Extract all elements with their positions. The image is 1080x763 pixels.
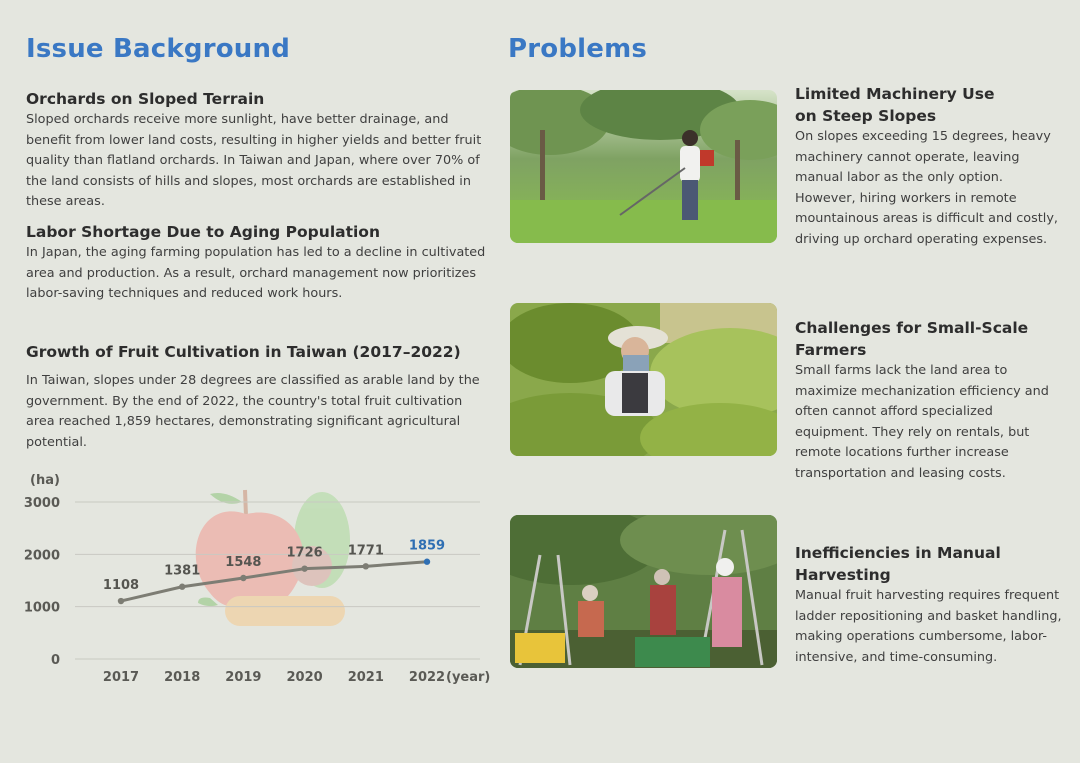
y-tick-label: 3000 — [23, 496, 60, 511]
section-heading: Labor Shortage Due to Aging Population — [26, 223, 380, 241]
x-axis-unit-label: (year) — [446, 670, 491, 685]
section-fruit-growth — [26, 341, 486, 453]
x-tick-label: 2017 — [102, 670, 140, 685]
data-label: 1381 — [164, 563, 201, 579]
data-label: 1726 — [286, 545, 323, 561]
problem-heading: Inefficiencies in Manual Harvesting — [795, 544, 1001, 584]
problem-heading: Challenges for Small-Scale Farmers — [795, 319, 1029, 359]
problem-machinery — [795, 83, 1067, 251]
section-heading: Growth of Fruit Cultivation in Taiwan (2017–2022) — [26, 343, 461, 361]
x-tick-label: 2020 — [286, 670, 323, 685]
x-tick-label: 2019 — [225, 670, 262, 685]
section-body: In Japan, the aging farming population has led to a decline in cultivated area and production. As a result, orchard management now prioritizes labor-saving techniques and reduced work hours. — [26, 245, 486, 302]
data-point — [240, 575, 246, 581]
problem-small-farmers — [795, 317, 1067, 485]
section-heading: Orchards on Sloped Terrain — [26, 90, 265, 108]
problems-title: Problems — [508, 34, 648, 64]
section-labor-shortage — [26, 221, 486, 305]
photo-brush-cutter — [510, 90, 777, 243]
photo-farmer-picking — [510, 303, 777, 456]
data-label: 1108 — [102, 578, 140, 594]
section-body: In Taiwan, slopes under 28 degrees are classified as arable land by the government. By the end of 2022, the country's total fruit cultivation area reached 1,859 hectares, demonstrating significant agricultural potential. — [26, 373, 480, 450]
x-tick-label: 2018 — [164, 670, 201, 685]
problem-harvesting — [795, 542, 1067, 668]
x-tick-label: 2022 — [408, 670, 446, 685]
problem-body: On slopes exceeding 15 degrees, heavy machinery cannot operate, leaving manual labor as the only option. However, hiring workers in remote mountainous areas is difficult and costly, driving up orchard operating expenses. — [795, 129, 1059, 247]
issue-background-title: Issue Background — [26, 34, 291, 64]
data-point — [179, 584, 185, 590]
data-point — [118, 598, 124, 604]
y-tick-label: 1000 — [23, 600, 60, 616]
data-label: 1771 — [347, 543, 384, 559]
problem-heading: Limited Machinery Use on Steep Slopes — [795, 85, 995, 125]
x-tick-label: 2021 — [347, 670, 384, 685]
data-point — [424, 559, 430, 565]
section-body: Sloped orchards receive more sunlight, have better drainage, and benefit from lower land costs, resulting in higher yields and better fruit quality than flatland orchards. In Taiwan and Japan, where over 70% of the land consists of hills and slopes, most orchards are established in these areas. — [26, 112, 482, 210]
fruit-illustration-icon — [196, 490, 350, 626]
photo-manual-harvesting — [510, 515, 777, 668]
y-axis-unit-label: (ha) — [30, 473, 60, 488]
data-label: 1859 — [408, 538, 446, 554]
y-tick-label: 0 — [50, 653, 60, 668]
section-sloped-terrain — [26, 88, 486, 213]
fruit-area-line-chart — [20, 468, 500, 693]
problem-body: Small farms lack the land area to maximize mechanization efficiency and often cannot afford specialized equipment. They rely on rentals, but remote locations further increase transportation and leasing costs. — [795, 363, 1049, 481]
data-label: 1548 — [225, 554, 262, 570]
data-point — [301, 565, 307, 571]
data-point — [363, 563, 369, 569]
y-tick-label: 2000 — [23, 548, 60, 564]
problem-body: Manual fruit harvesting requires frequent ladder repositioning and basket handling, making operations cumbersome, labor-intensive, and time-consuming. — [795, 588, 1062, 665]
